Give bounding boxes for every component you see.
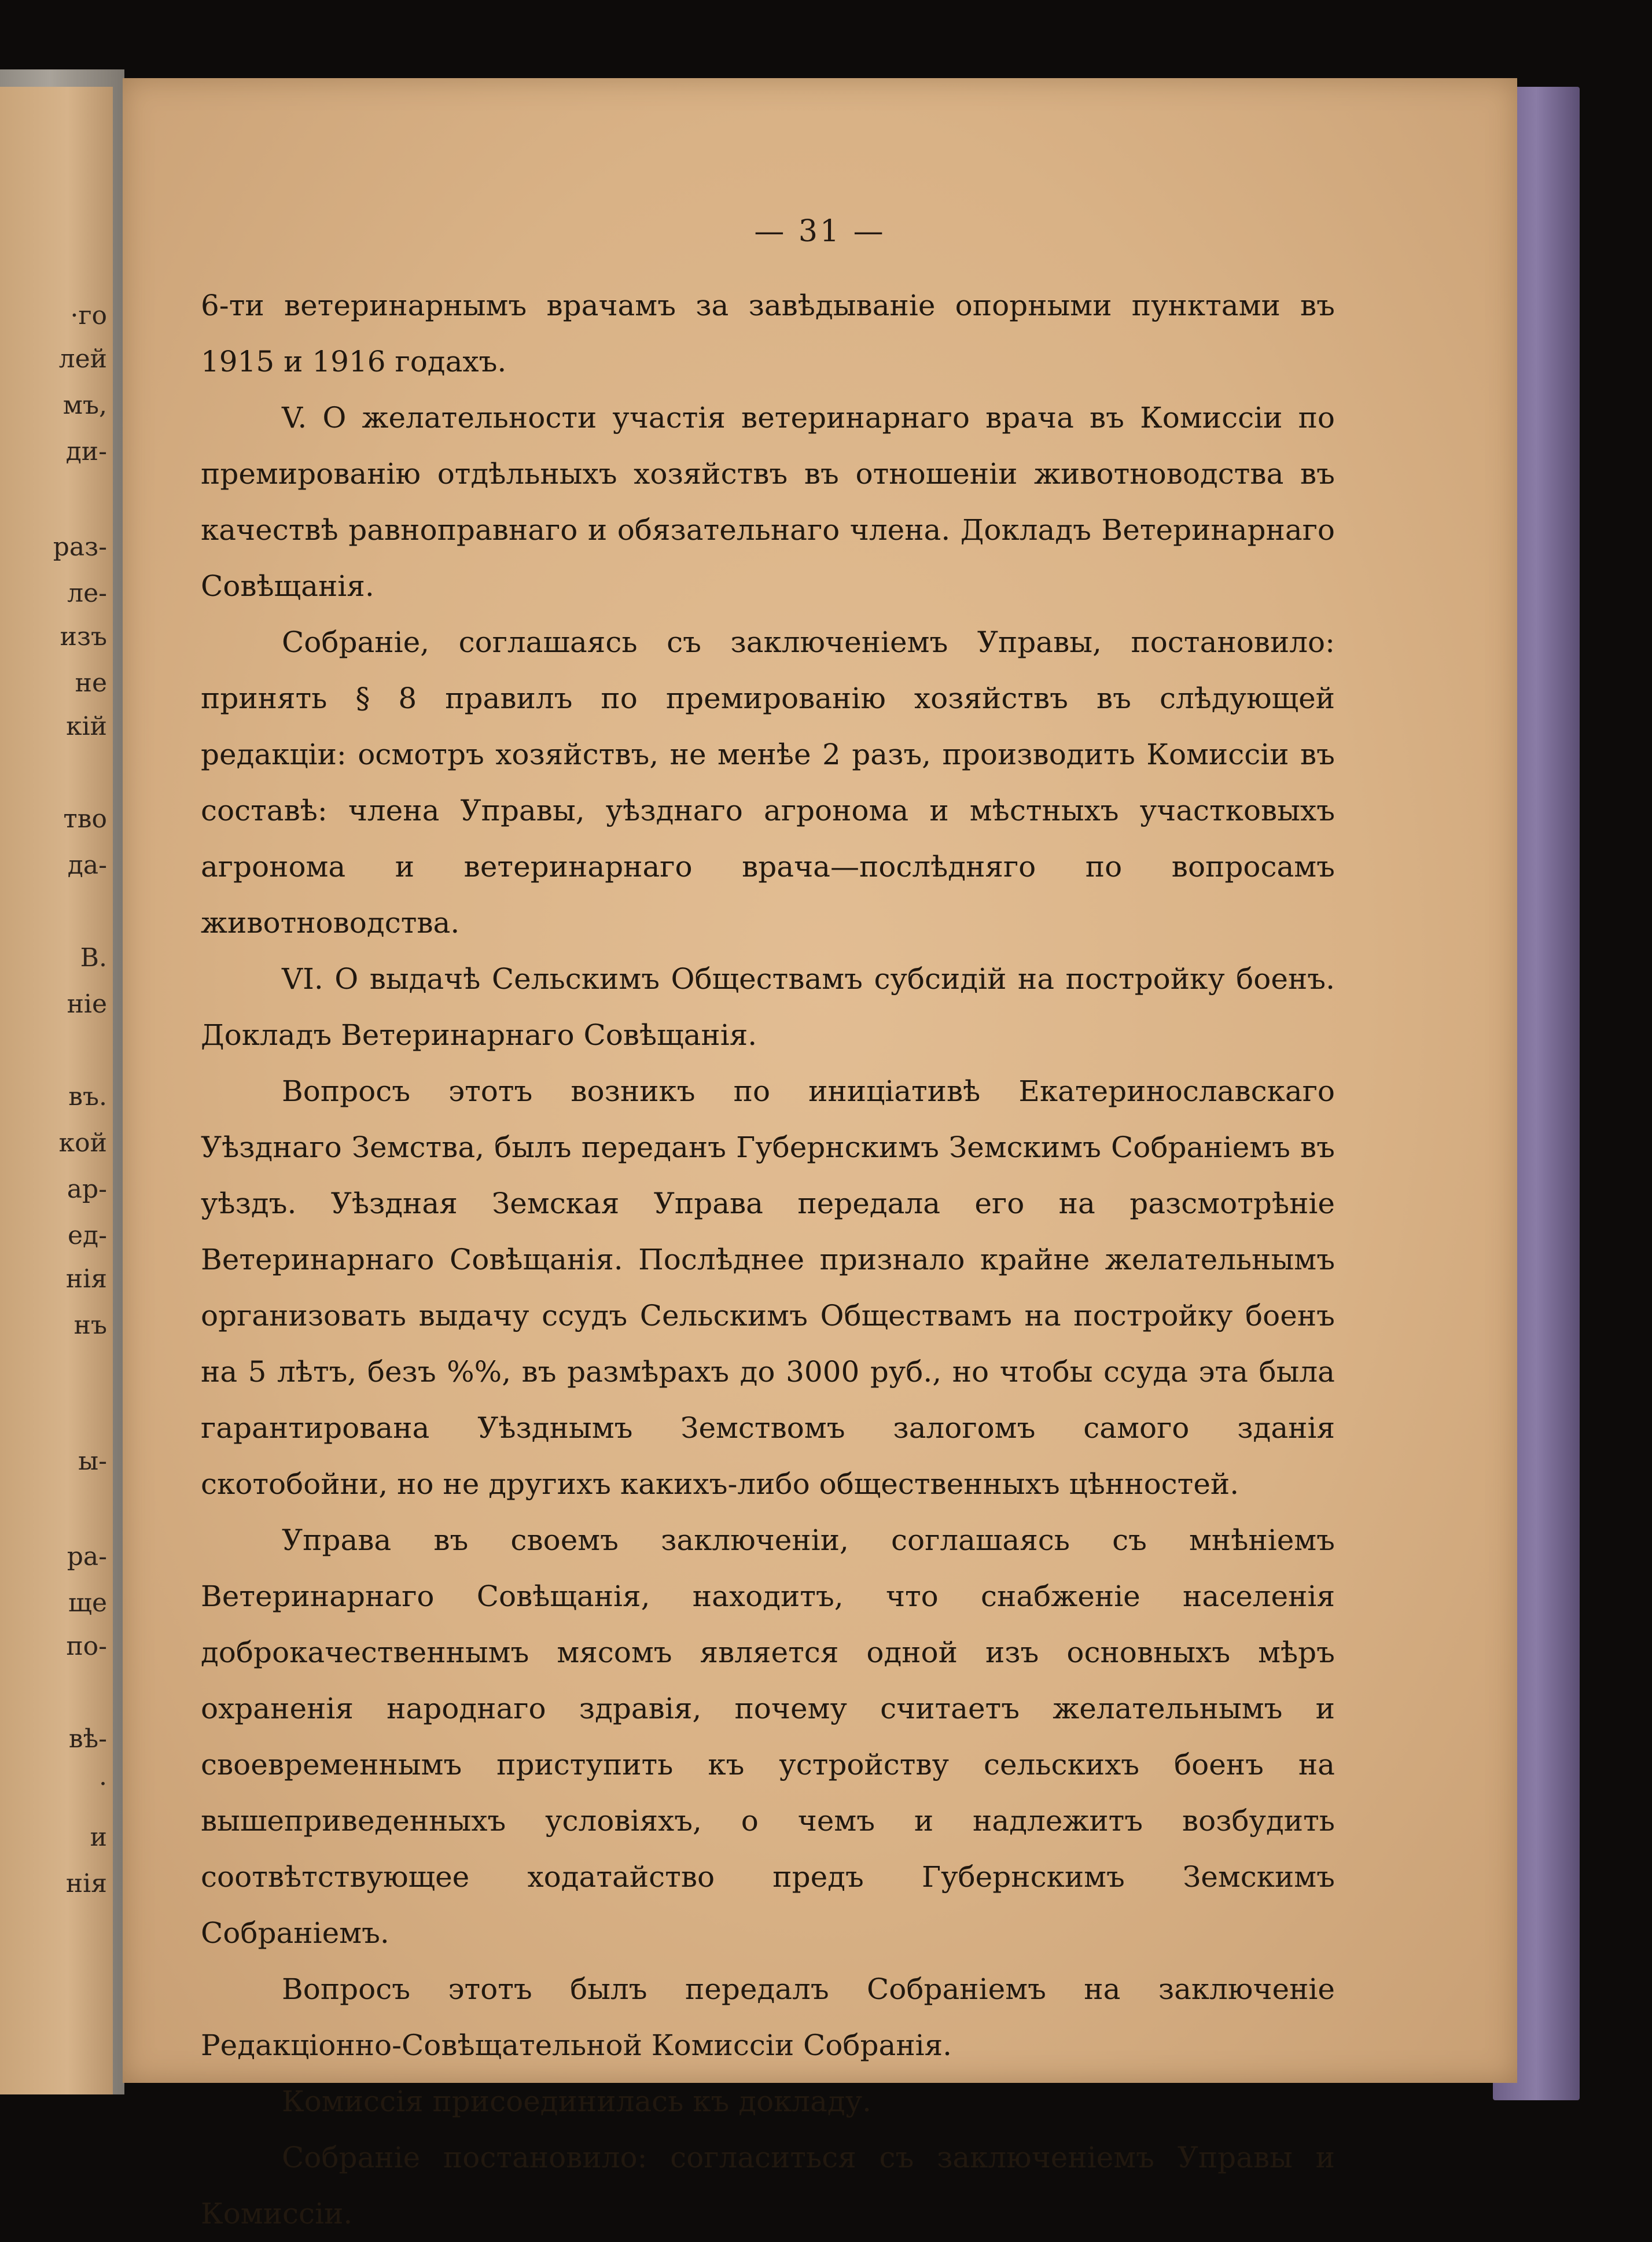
left-page-fragment: вѣ- <box>68 1724 107 1754</box>
left-page-fragment: раз- <box>53 532 107 562</box>
paragraph: Вопросъ этотъ былъ передалъ Собраніемъ на заключеніе Редакціонно-Совѣщательной Комиссіи Собранія. <box>201 1972 1335 2062</box>
left-page-fragment: въ. <box>68 1082 107 1111</box>
paragraph: Вопросъ этотъ возникъ по иниціативѣ Екатеринославскаго Уѣзднаго Земства, былъ переданъ Губернскимъ Земскимъ Собраніемъ въ уѣздъ. Уѣздная Земская Управа передала его на разсмотрѣніе Ветеринарнаго Совѣщанія. Послѣднее признало крайне желательнымъ организовать выдачу ссудъ Сельскимъ Обществамъ на постройку боенъ на 5 лѣтъ, безъ %%, въ размѣрахъ до 3000 руб., но чтобы ссуда эта была гарантирована Уѣзднымъ Земствомъ залогомъ самого зданія скотобойни, но не другихъ какихъ-либо общественныхъ цѣнностей. <box>201 1074 1335 1501</box>
left-page-fragment: ніе <box>67 989 107 1019</box>
left-page-fragment: да- <box>67 851 107 880</box>
paragraph: VI. О выдачѣ Сельскимъ Обществамъ субсидій на постройку боенъ. Докладъ Ветеринарнаго Совѣщанія. <box>201 962 1335 1052</box>
book-page <box>123 78 1517 2230</box>
left-page-fragment: ·го <box>70 301 107 330</box>
left-page-fragment: ед- <box>68 1221 107 1250</box>
left-page-fragment: не <box>75 668 107 698</box>
left-page-fragment: ле- <box>67 579 107 608</box>
left-page-fragment: мъ, <box>62 391 107 420</box>
left-page-edge <box>0 87 113 2094</box>
left-page-fragment: и <box>90 1823 107 1852</box>
left-page-fragment: ар- <box>67 1175 107 1204</box>
paragraph: V. О желательности участія ветеринарнаго врача въ Комиссіи по премированію отдѣльныхъ хозяйствъ въ отношеніи животноводства въ качествѣ равноправнаго и обязательнаго члена. Докладъ Ветеринарнаго Совѣщанія. <box>201 401 1335 603</box>
left-page-fragment: ы- <box>78 1446 107 1476</box>
left-page-fragment: тво <box>63 804 107 834</box>
left-page-fragment: В. <box>80 943 107 973</box>
paragraph: Комиссія присоединилась къ докладу. <box>282 2085 872 2118</box>
left-page-fragment: нъ <box>73 1310 107 1340</box>
paragraph: Собраніе постановило: согласиться съ заключеніемъ Управы и Комиссіи. <box>201 2141 1335 2230</box>
left-page-fragment: по- <box>66 1632 107 1661</box>
page-body <box>201 278 1335 2242</box>
left-page-fragment: . <box>99 1762 107 1791</box>
left-page-fragment: кой <box>58 1128 107 1158</box>
left-page-fragment: изъ <box>60 622 107 651</box>
paragraph: Управа въ своемъ заключеніи, соглашаясь съ мнѣніемъ Ветеринарнаго Совѣщанія, находитъ, что снабженіе населенія доброкачественнымъ мясомъ является одной изъ основныхъ мѣръ охраненія народнаго здравія, почему считаетъ желательнымъ и своевременнымъ приступить къ устройству сельскихъ боенъ на вышеприведенныхъ условіяхъ, о чемъ и надлежитъ возбудить соотвѣтствующее ходатайство предъ Губернскимъ Земскимъ Собраніемъ. <box>201 1523 1335 1950</box>
left-page-fragment: кій <box>66 712 107 741</box>
left-page-fragment: ще <box>68 1588 107 1618</box>
left-page-fragment: лей <box>58 344 107 374</box>
paragraph: 6-ти ветеринарнымъ врачамъ за завѣдываніе опорными пунктами въ 1915 и 1916 годахъ. <box>201 289 1335 378</box>
left-page-fragment: нія <box>65 1264 107 1294</box>
page-number: — 31 — <box>754 214 886 249</box>
left-page-fragment: нія <box>65 1869 107 1898</box>
left-page-fragment: ди- <box>65 437 107 466</box>
paragraph: Собраніе, соглашаясь съ заключеніемъ Управы, постановило: принять § 8 правилъ по премированію хозяйствъ въ слѣдующей редакціи: осмотръ хозяйствъ, не менѣе 2 разъ, производить Комиссіи въ составѣ: члена Управы, уѣзднаго агронома и мѣстныхъ участковыхъ агронома и ветеринарнаго врача—послѣдняго по вопросамъ животноводства. <box>201 625 1335 940</box>
left-page-fragment: ра- <box>67 1542 107 1571</box>
